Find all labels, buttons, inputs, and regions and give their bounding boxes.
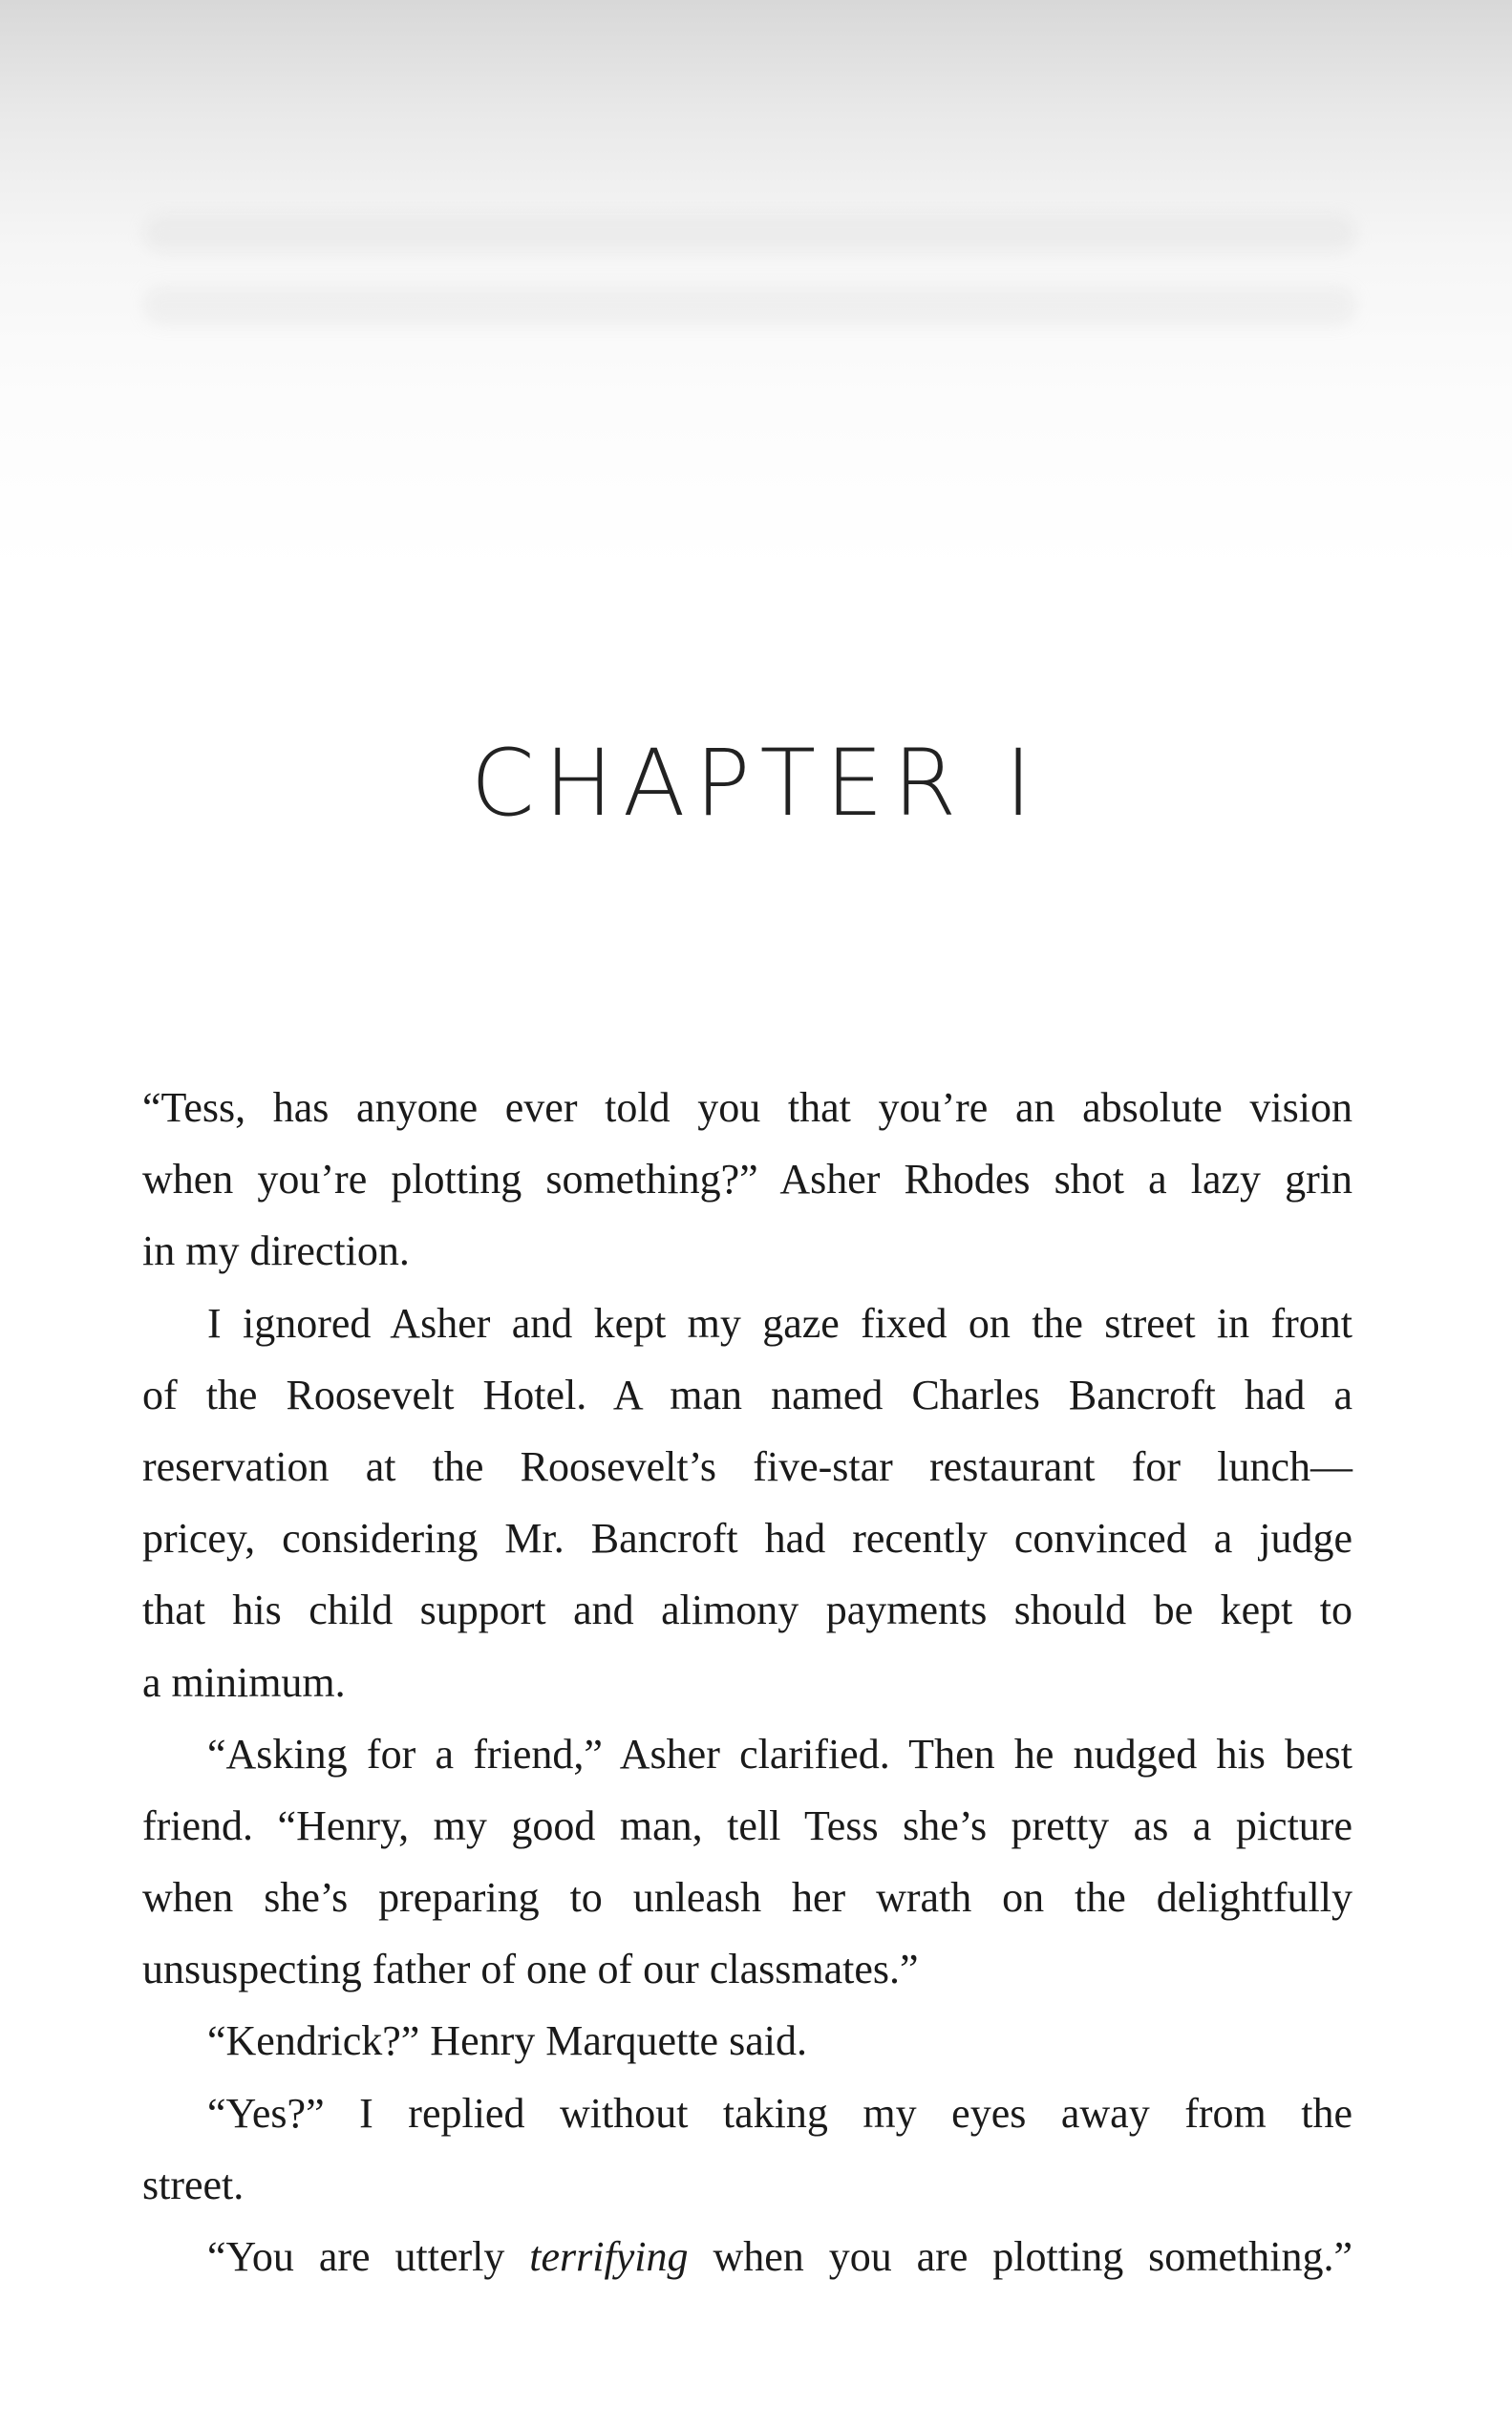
text-line: a minimum. [142,1658,346,1706]
chapter-title: CHAPTER I [470,730,1042,838]
text-line: unsuspecting father of one of our classmates.” [142,1946,919,1993]
text-span: “You are utterly [207,2233,530,2280]
text-line: “Asking for a friend,” Asher clarified. Then he nudged his best [207,1730,1352,1778]
bleed-through-shadow [143,287,1356,325]
text-line: street. [142,2161,245,2208]
text-line: reservation at the Roosevelt’s five-star restaurant for lunch— [142,1442,1352,1490]
text-line: in my direction. [142,1227,410,1275]
text-line: I ignored Asher and kept my gaze fixed on the street in front [207,1299,1352,1347]
text-span: when you are plotting something.” [688,2233,1352,2280]
text-line: “Yes?” I replied without taking my eyes away from the [207,2089,1352,2137]
text-line: pricey, considering Mr. Bancroft had recently convinced a judge [142,1515,1352,1563]
text-line: “Tess, has anyone ever told you that you’re an absolute vision [142,1084,1352,1131]
text-line: when she’s preparing to unleash her wrath on the delightfully [142,1874,1352,1922]
body-text [142,1072,1352,2292]
bleed-through-shadow [143,215,1356,253]
text-line: friend. “Henry, my good man, tell Tess she’s pretty as a picture [142,1801,1352,1849]
text-line [142,2221,1352,2292]
italic-text: terrifying [529,2233,689,2280]
text-line: that his child support and alimony payments should be kept to [142,1587,1352,1634]
text-line: of the Roosevelt Hotel. A man named Charles Bancroft had a [142,1371,1352,1418]
text-line: “Kendrick?” Henry Marquette said. [207,2017,807,2065]
text-line: when you’re plotting something?” Asher Rhodes shot a lazy grin [142,1156,1352,1204]
